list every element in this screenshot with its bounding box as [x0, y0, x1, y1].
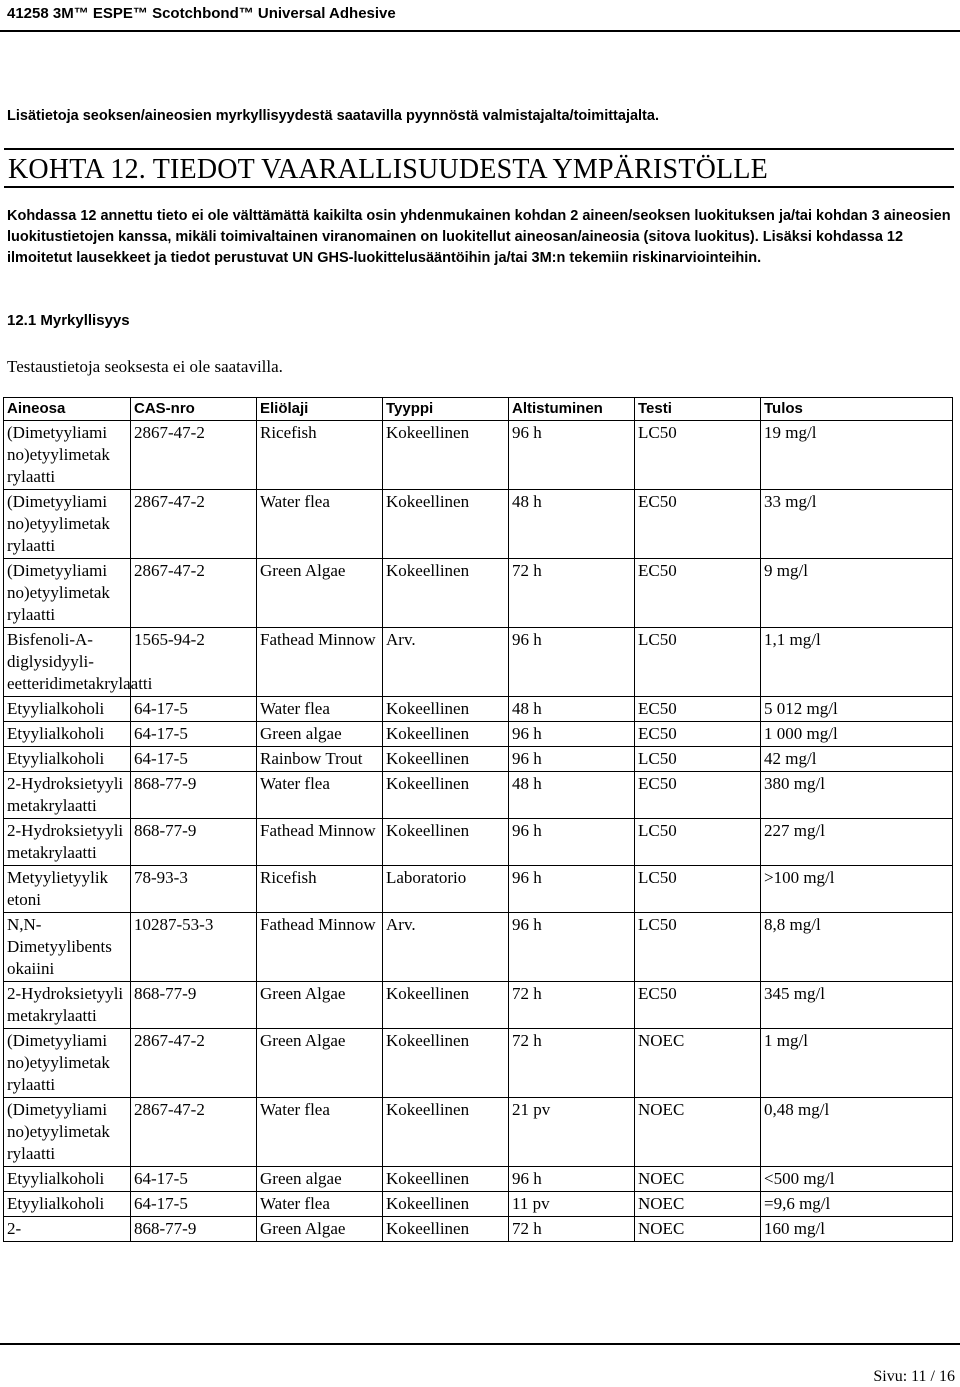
table-cell: Green Algae — [257, 1217, 383, 1242]
table-cell: Kokeellinen — [383, 747, 509, 772]
table-row — [4, 722, 953, 747]
subsection-title: 12.1 Myrkyllisyys — [7, 312, 130, 329]
table-cell: Etyylialkoholi — [4, 1167, 131, 1192]
table-cell: 160 mg/l — [761, 1217, 953, 1242]
table-cell: Green Algae — [257, 559, 383, 628]
document-title: 41258 3M™ ESPE™ Scotchbond™ Universal Adhesive — [7, 5, 396, 22]
table-cell: EC50 — [635, 490, 761, 559]
table-cell: EC50 — [635, 559, 761, 628]
table-cell: 72 h — [509, 1217, 635, 1242]
table-cell: 1 000 mg/l — [761, 722, 953, 747]
table-cell: 8,8 mg/l — [761, 913, 953, 982]
table-cell: <500 mg/l — [761, 1167, 953, 1192]
table-cell: Green Algae — [257, 1029, 383, 1098]
table-cell: 96 h — [509, 722, 635, 747]
table-cell: Metyylietyylik etoni — [4, 866, 131, 913]
table-cell: 2-Hydroksietyyli metakrylaatti — [4, 982, 131, 1029]
table-cell: Water flea — [257, 772, 383, 819]
table-cell: 1,1 mg/l — [761, 628, 953, 697]
table-cell: Kokeellinen — [383, 1098, 509, 1167]
table-cell: 72 h — [509, 1029, 635, 1098]
table-cell: Arv. — [383, 913, 509, 982]
table-cell: 96 h — [509, 819, 635, 866]
table-cell: Etyylialkoholi — [4, 747, 131, 772]
table-cell: Water flea — [257, 1192, 383, 1217]
table-row — [4, 628, 953, 697]
table-cell: >100 mg/l — [761, 866, 953, 913]
mixture-test-note: Testaustietoja seoksesta ei ole saatavilla. — [7, 357, 283, 376]
table-row — [4, 490, 953, 559]
table-cell: 21 pv — [509, 1098, 635, 1167]
table-cell: 48 h — [509, 490, 635, 559]
table-cell: 2- — [4, 1217, 131, 1242]
table-cell: 96 h — [509, 628, 635, 697]
table-cell: Kokeellinen — [383, 559, 509, 628]
table-cell: (Dimetyyliami no)etyylimetak rylaatti — [4, 490, 131, 559]
table-cell: (Dimetyyliami no)etyylimetak rylaatti — [4, 559, 131, 628]
section-intro-paragraph: Kohdassa 12 annettu tieto ei ole välttämättä kaikilta osin yhdenmukainen kohdan 2 aineen/seoksen luokituksen ja/tai kohdan 3 aineosien luokitustietojen kanssa, mikäli toimivaltainen viranomainen on luokitellut aineosan/aineosia (sitova luokitus). Lisäksi kohdassa 12 ilmoitetut lausekkeet ja tiedot perustuvat UN GHS-luokittelusääntöihin ja/tai 3M:n tekemiin riskinarviointeihin. — [7, 208, 951, 266]
table-cell: 96 h — [509, 421, 635, 490]
table-cell: 868-77-9 — [131, 819, 257, 866]
table-cell: EC50 — [635, 982, 761, 1029]
column-header: Altistuminen — [509, 398, 635, 421]
table-cell: Etyylialkoholi — [4, 722, 131, 747]
column-header: Tulos — [761, 398, 953, 421]
table-cell: 64-17-5 — [131, 1167, 257, 1192]
table-cell: (Dimetyyliami no)etyylimetak rylaatti — [4, 421, 131, 490]
column-header: Testi — [635, 398, 761, 421]
table-cell: NOEC — [635, 1029, 761, 1098]
table-cell: 868-77-9 — [131, 772, 257, 819]
table-cell: Kokeellinen — [383, 982, 509, 1029]
toxicity-info-note: Lisätietoja seoksen/aineosien myrkyllisyydestä saatavilla pyynnöstä valmistajalta/toimittajalta. — [7, 108, 659, 124]
table-cell: 64-17-5 — [131, 722, 257, 747]
table-cell: Etyylialkoholi — [4, 697, 131, 722]
table-cell: N,N-Dimetyylibents okaiini — [4, 913, 131, 982]
table-row — [4, 913, 953, 982]
table-cell: 868-77-9 — [131, 982, 257, 1029]
section-title: KOHTA 12. TIEDOT VAARALLISUUDESTA YMPÄRISTÖLLE — [8, 154, 768, 185]
table-cell: NOEC — [635, 1192, 761, 1217]
table-cell: Green algae — [257, 1167, 383, 1192]
table-cell: Ricefish — [257, 421, 383, 490]
table-cell: 2867-47-2 — [131, 559, 257, 628]
table-cell: Rainbow Trout — [257, 747, 383, 772]
table-cell: EC50 — [635, 722, 761, 747]
table-cell: 64-17-5 — [131, 697, 257, 722]
table-cell: 2867-47-2 — [131, 490, 257, 559]
table-row — [4, 559, 953, 628]
table-cell: Water flea — [257, 697, 383, 722]
table-cell: 5 012 mg/l — [761, 697, 953, 722]
table-cell: 0,48 mg/l — [761, 1098, 953, 1167]
table-cell: 2-Hydroksietyyli metakrylaatti — [4, 819, 131, 866]
column-header: Eliölaji — [257, 398, 383, 421]
table-cell: 1 mg/l — [761, 1029, 953, 1098]
table-cell: 42 mg/l — [761, 747, 953, 772]
table-cell: Water flea — [257, 490, 383, 559]
table-cell: NOEC — [635, 1217, 761, 1242]
column-header: Aineosa — [4, 398, 131, 421]
table-cell: 96 h — [509, 866, 635, 913]
table-row — [4, 1217, 953, 1242]
table-row — [4, 1167, 953, 1192]
column-header: CAS-nro — [131, 398, 257, 421]
table-cell: Kokeellinen — [383, 1192, 509, 1217]
table-cell: Kokeellinen — [383, 772, 509, 819]
column-header: Tyyppi — [383, 398, 509, 421]
table-cell: 380 mg/l — [761, 772, 953, 819]
table-row — [4, 982, 953, 1029]
table-cell: NOEC — [635, 1167, 761, 1192]
table-cell: Green Algae — [257, 982, 383, 1029]
table-cell: 48 h — [509, 697, 635, 722]
table-cell: 2867-47-2 — [131, 1029, 257, 1098]
table-row — [4, 421, 953, 490]
table-cell: Fathead Minnow — [257, 819, 383, 866]
table-cell: 868-77-9 — [131, 1217, 257, 1242]
table-cell: Kokeellinen — [383, 1029, 509, 1098]
table-cell: Kokeellinen — [383, 697, 509, 722]
footer-divider — [0, 1343, 960, 1345]
table-cell: Kokeellinen — [383, 421, 509, 490]
table-cell: Kokeellinen — [383, 819, 509, 866]
table-cell: 48 h — [509, 772, 635, 819]
table-header-row — [4, 398, 953, 421]
table-cell: Kokeellinen — [383, 1167, 509, 1192]
table-cell: Green algae — [257, 722, 383, 747]
table-cell: 78-93-3 — [131, 866, 257, 913]
header-divider — [0, 30, 960, 32]
table-cell: Kokeellinen — [383, 490, 509, 559]
table-cell: 96 h — [509, 913, 635, 982]
table-row — [4, 866, 953, 913]
table-cell: 96 h — [509, 1167, 635, 1192]
table-cell: Etyylialkoholi — [4, 1192, 131, 1217]
table-cell: 10287-53-3 — [131, 913, 257, 982]
table-cell: 9 mg/l — [761, 559, 953, 628]
table-row — [4, 819, 953, 866]
table-row — [4, 697, 953, 722]
table-cell: LC50 — [635, 421, 761, 490]
table-cell: NOEC — [635, 1098, 761, 1167]
table-cell: Kokeellinen — [383, 1217, 509, 1242]
table-body — [4, 421, 953, 1242]
table-cell: Kokeellinen — [383, 722, 509, 747]
table-cell: 19 mg/l — [761, 421, 953, 490]
table-cell: 2-Hydroksietyyli metakrylaatti — [4, 772, 131, 819]
toxicity-table — [3, 397, 953, 1242]
document-header — [0, 0, 960, 33]
table-row — [4, 1192, 953, 1217]
section-header — [4, 148, 954, 188]
table-cell: 64-17-5 — [131, 1192, 257, 1217]
table-cell: 96 h — [509, 747, 635, 772]
table-cell: Laboratorio — [383, 866, 509, 913]
table-cell: Fathead Minnow — [257, 913, 383, 982]
table-cell: EC50 — [635, 772, 761, 819]
table-cell: LC50 — [635, 913, 761, 982]
table-cell: Fathead Minnow — [257, 628, 383, 697]
table-cell: (Dimetyyliami no)etyylimetak rylaatti — [4, 1098, 131, 1167]
table-cell: 64-17-5 — [131, 747, 257, 772]
table-cell: EC50 — [635, 697, 761, 722]
table-cell: 227 mg/l — [761, 819, 953, 866]
table-cell: LC50 — [635, 866, 761, 913]
table-cell: =9,6 mg/l — [761, 1192, 953, 1217]
table-cell: (Dimetyyliami no)etyylimetak rylaatti — [4, 1029, 131, 1098]
table-cell: Bisfenoli-A-diglysidyyli-eetteridimetakrylaatti — [4, 628, 131, 697]
table-cell: LC50 — [635, 819, 761, 866]
table-row — [4, 1029, 953, 1098]
table-cell: 345 mg/l — [761, 982, 953, 1029]
table-cell: 2867-47-2 — [131, 1098, 257, 1167]
table-cell: LC50 — [635, 628, 761, 697]
table-cell: 72 h — [509, 982, 635, 1029]
table-cell: LC50 — [635, 747, 761, 772]
table-cell: Arv. — [383, 628, 509, 697]
table-cell: 33 mg/l — [761, 490, 953, 559]
page-number: Sivu: 11 / 16 — [873, 1368, 955, 1385]
table-row — [4, 772, 953, 819]
table-cell: 1565-94-2 — [131, 628, 257, 697]
table-cell: 2867-47-2 — [131, 421, 257, 490]
table-cell: Water flea — [257, 1098, 383, 1167]
table-row — [4, 747, 953, 772]
table-cell: 11 pv — [509, 1192, 635, 1217]
table-cell: 72 h — [509, 559, 635, 628]
table-row — [4, 1098, 953, 1167]
table-cell: Ricefish — [257, 866, 383, 913]
